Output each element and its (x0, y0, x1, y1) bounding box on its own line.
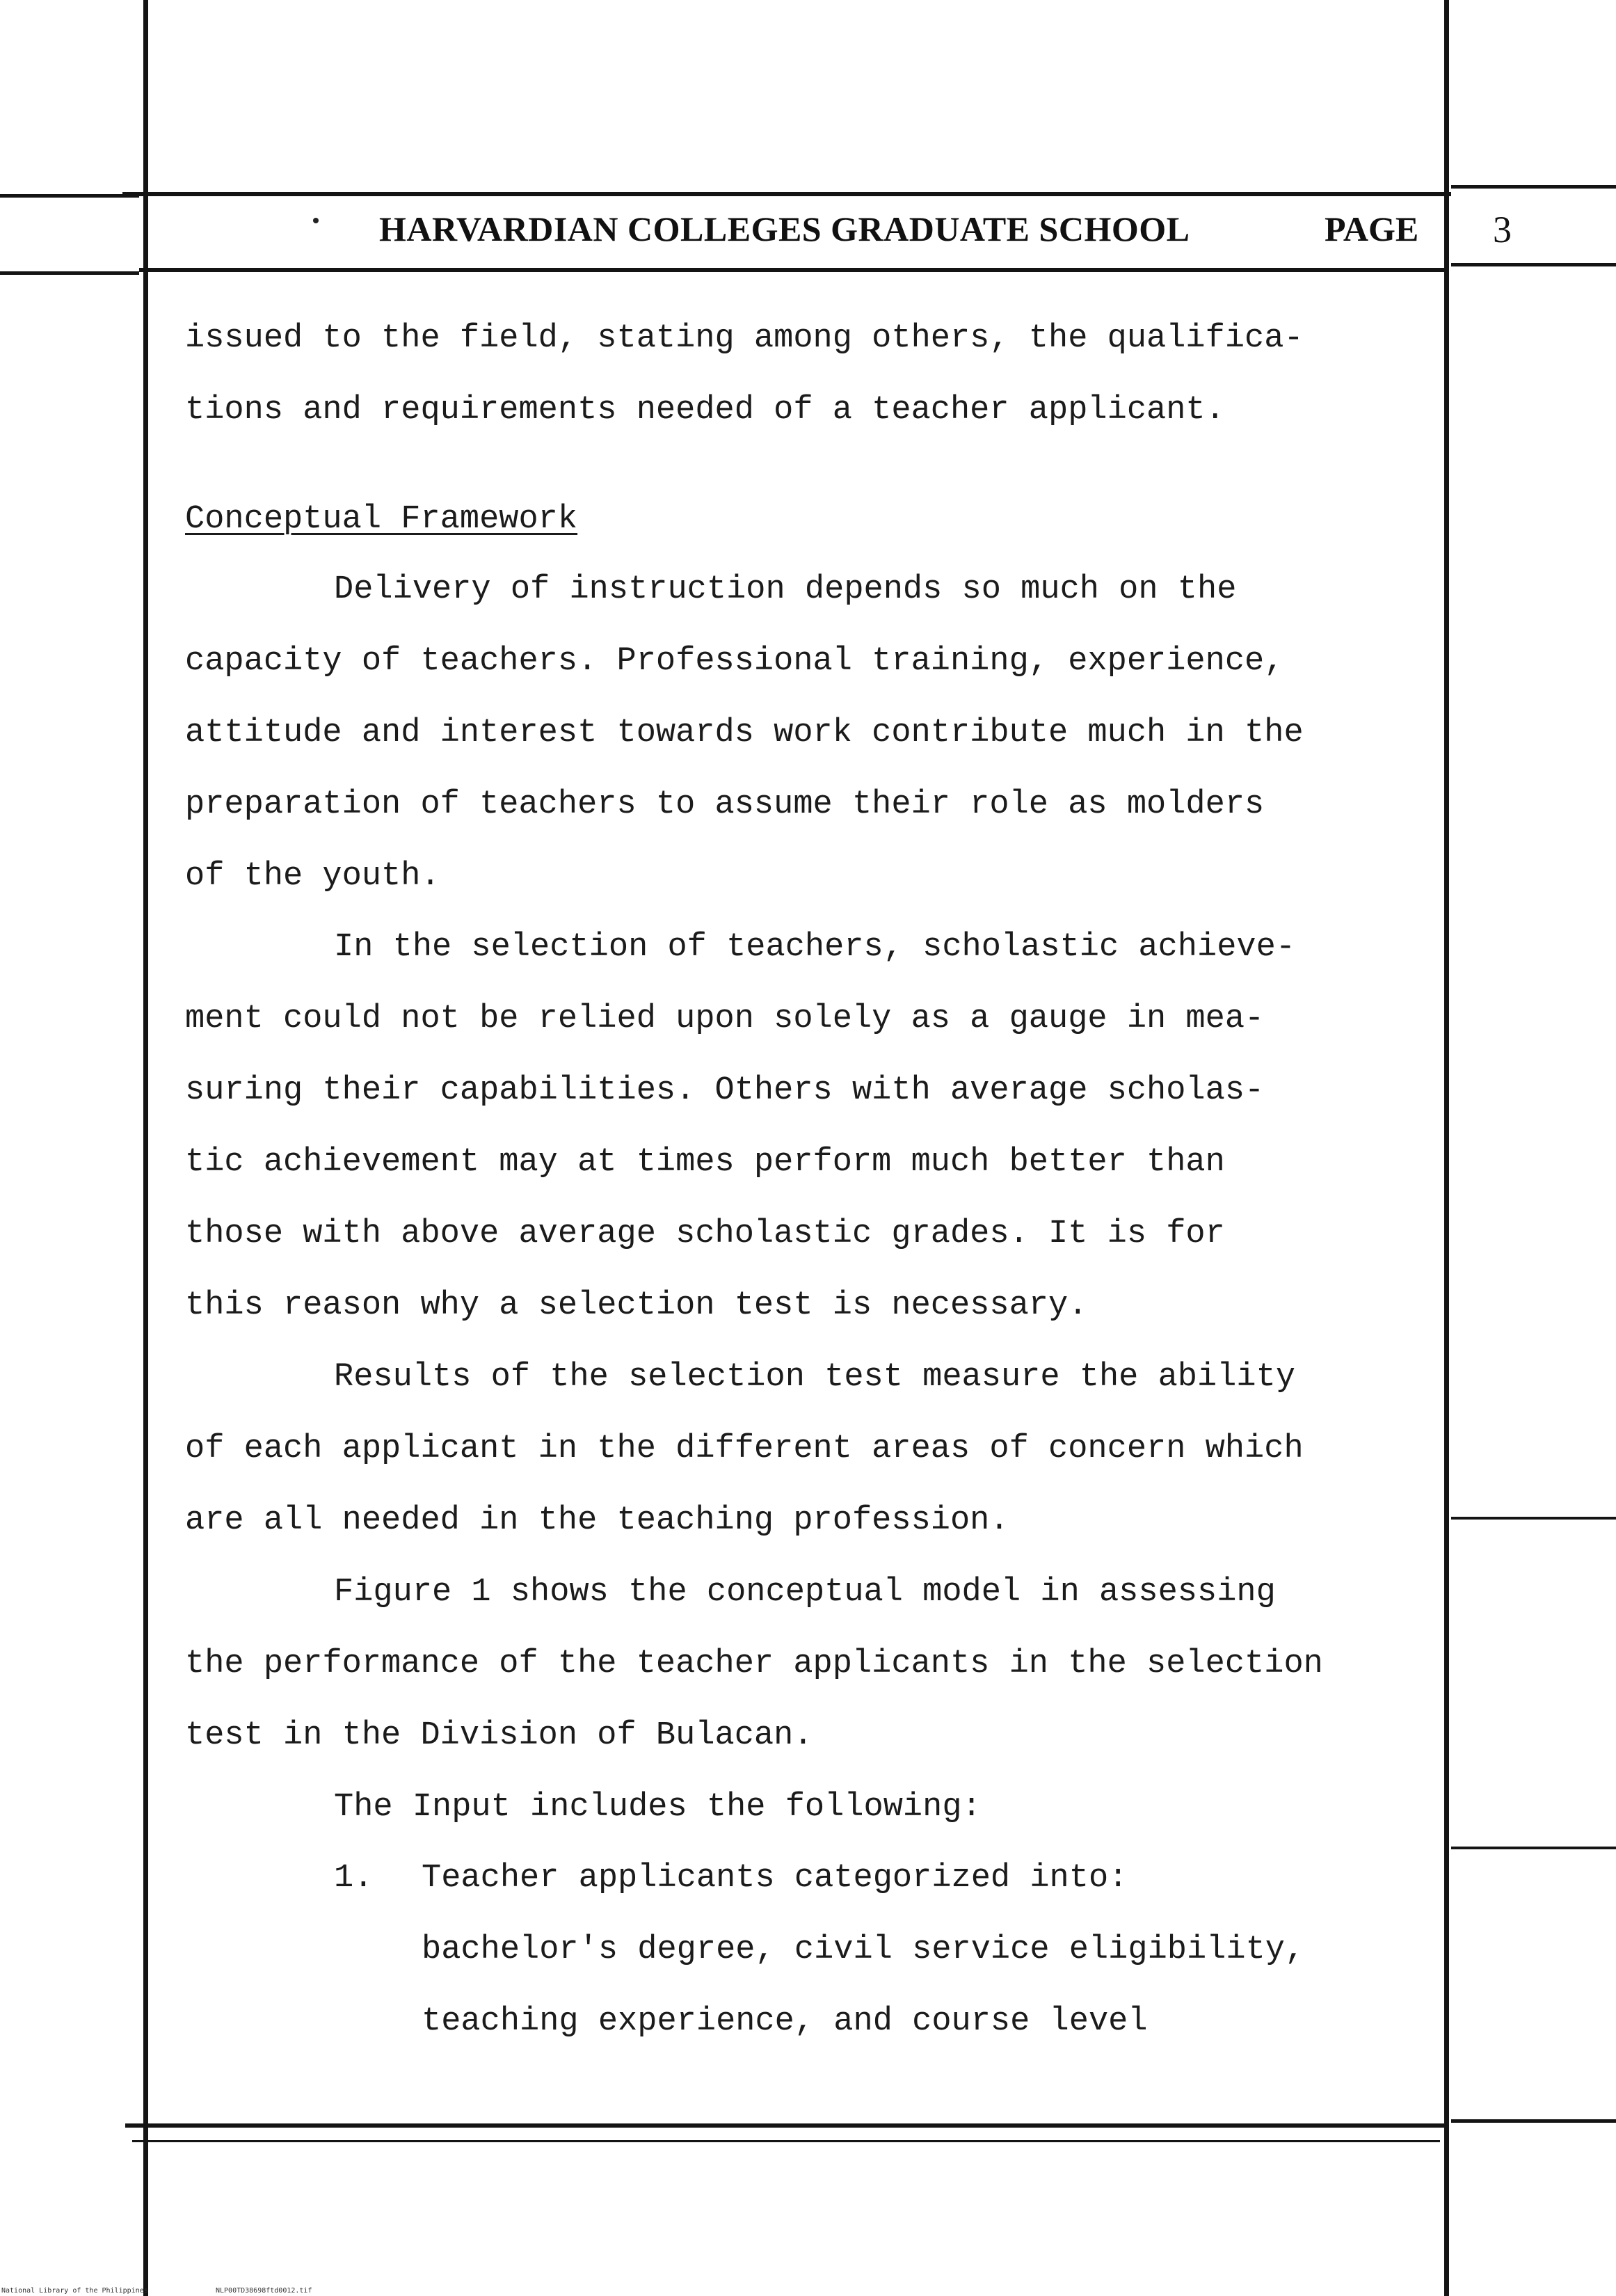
header-bottom-rule-left (0, 271, 139, 275)
header-top-rule-right (1451, 185, 1616, 189)
header-top-rule-left (0, 194, 139, 198)
right-tick-rule (1451, 1517, 1616, 1520)
list-item-line: bachelor's degree, civil service eligibility, (422, 1931, 1305, 1968)
header-top-rule (122, 192, 1451, 196)
library-credit: National Library of the Philippines (1, 2287, 148, 2295)
text-line: those with above average scholastic grades. It is for (185, 1215, 1225, 1252)
left-margin-rule (143, 0, 148, 2296)
text-line: The Input includes the following: (334, 1789, 982, 1826)
footer-rule-right (1451, 2119, 1616, 2123)
header-bottom-rule (139, 268, 1447, 272)
text-line: tions and requirements needed of a teacher applicant. (185, 392, 1225, 429)
text-line: attitude and interest towards work contribute much in the (185, 715, 1304, 751)
header-bullet-dot (313, 218, 319, 223)
list-item-line: Teacher applicants categorized into: (422, 1860, 1128, 1897)
text-line: test in the Division of Bulacan. (185, 1717, 813, 1754)
text-line: suring their capabilities. Others with average scholas- (185, 1072, 1265, 1109)
section-heading: Conceptual Framework (185, 501, 578, 538)
page-number: 3 (1493, 209, 1512, 250)
text-line: preparation of teachers to assume their role as molders (185, 786, 1265, 823)
text-line: capacity of teachers. Professional training, experience, (185, 643, 1284, 680)
text-line: Results of the selection test measure the ability (334, 1359, 1296, 1396)
footer-rule-thin (132, 2140, 1440, 2142)
page-label: PAGE (1325, 209, 1419, 248)
list-item-line: teaching experience, and course level (422, 2003, 1148, 2040)
text-line: issued to the field, stating among others, the qualifica- (185, 320, 1304, 357)
text-line: this reason why a selection test is necessary. (185, 1287, 1088, 1324)
text-line: Figure 1 shows the conceptual model in assessing (334, 1574, 1276, 1611)
text-line: In the selection of teachers, scholastic achieve- (334, 929, 1296, 966)
text-line: are all needed in the teaching profession. (185, 1502, 1009, 1539)
text-line: of the youth. (185, 858, 440, 895)
footer-rule (125, 2123, 1447, 2128)
school-header-title: HARVARDIAN COLLEGES GRADUATE SCHOOL (379, 209, 1190, 248)
text-line: Delivery of instruction depends so much on the (334, 571, 1237, 608)
text-line: tic achievement may at times perform much better than (185, 1144, 1225, 1181)
right-tick-rule (1451, 1847, 1616, 1849)
text-line: the performance of the teacher applicants in the selection (185, 1645, 1323, 1682)
text-line: ment could not be relied upon solely as a gauge in mea- (185, 1000, 1265, 1037)
scan-file-name: NLP00TD38698ftd0012.tif (216, 2287, 312, 2295)
list-item-number: 1. (334, 1860, 374, 1897)
header-bottom-rule-right (1451, 263, 1616, 266)
text-line: of each applicant in the different areas of concern which (185, 1430, 1304, 1467)
